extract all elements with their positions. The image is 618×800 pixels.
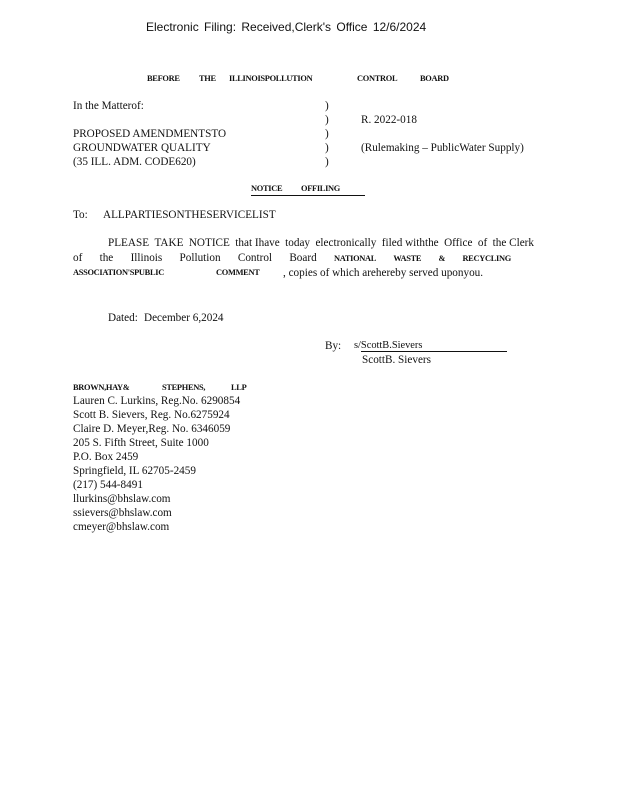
caption-in-matter: In the Matterof: [73, 100, 144, 112]
filing-stamp: Electronic Filing: Received,Clerk's Office 12/6/2024 [146, 20, 427, 34]
to-value: ALLPARTIESONTHESERVICELIST [103, 209, 276, 221]
signature-name: ScottB. Sievers [362, 354, 431, 366]
firm-name-part: BROWN,HAY& [73, 383, 130, 392]
board-title-control: CONTROL [357, 74, 398, 83]
body-comment: COMMENT [216, 268, 260, 277]
body-word: filed withthe [381, 237, 439, 249]
signature-line [361, 351, 507, 352]
body-word: today [285, 237, 311, 249]
dated-label: Dated: [108, 312, 138, 324]
body-word: TAKE [154, 237, 184, 249]
body-line-2 [73, 252, 511, 264]
body-word: Board [289, 252, 317, 264]
notice-title-word-1: NOTICE [251, 184, 283, 193]
body-word: of [73, 252, 83, 264]
caption-paren: ) [325, 142, 329, 154]
board-title-before: BEFORE [147, 74, 180, 83]
body-word: Office [444, 237, 473, 249]
dated-value: December 6,2024 [144, 312, 224, 324]
body-word: the [99, 252, 114, 264]
caption-line-2: GROUNDWATER QUALITY [73, 142, 211, 154]
caption-paren: ) [325, 128, 329, 140]
body-word: that Ihave [235, 237, 280, 249]
body-word: of [477, 237, 488, 249]
body-word: WASTE [393, 254, 422, 263]
counsel-email[interactable]: ssievers@bhslaw.com [73, 507, 172, 519]
body-word: PLEASE [108, 237, 150, 249]
counsel-email[interactable]: cmeyer@bhslaw.com [73, 521, 170, 533]
body-word: the Clerk [492, 237, 534, 249]
signature-by: By: [325, 340, 342, 352]
firm-name-part: LLP [231, 383, 247, 392]
notice-title-underline [251, 195, 365, 196]
board-title-illinois-pollution: ILLINOISPOLLUTION [229, 74, 313, 83]
body-word: Control [237, 252, 273, 264]
board-title-the: THE [199, 74, 216, 83]
caption-paren: ) [325, 156, 329, 168]
notice-title-word-2: OFFILING [301, 184, 341, 193]
docket-number: R. 2022-018 [361, 114, 417, 126]
body-association: ASSOCIATION'SPUBLIC [73, 268, 164, 277]
caption-line-3: (35 ILL. ADM. CODE620) [73, 156, 196, 168]
body-line-1 [108, 237, 534, 249]
body-word: & [438, 254, 446, 263]
counsel-line: Scott B. Sievers, Reg. No.6275924 [73, 409, 230, 421]
counsel-line: Claire D. Meyer,Reg. No. 6346059 [73, 423, 231, 435]
caption-line-1: PROPOSED AMENDMENTSTO [73, 128, 227, 140]
body-word: Pollution [179, 252, 221, 264]
caption-paren: ) [325, 114, 329, 126]
body-word: NATIONAL [333, 254, 377, 263]
counsel-line: Lauren C. Lurkins, Reg.No. 6290854 [73, 395, 241, 407]
firm-name-part: STEPHENS, [162, 383, 206, 392]
rulemaking-type: (Rulemaking – PublicWater Supply) [361, 142, 524, 154]
to-label: To: [73, 209, 88, 221]
body-word: electronically [315, 237, 377, 249]
counsel-line: (217) 544-8491 [73, 479, 143, 491]
counsel-line: Springfield, IL 62705-2459 [73, 465, 196, 477]
caption-paren: ) [325, 100, 329, 112]
signature-signed: s/ScottB.Sievers [354, 340, 423, 351]
counsel-line: 205 S. Fifth Street, Suite 1000 [73, 437, 209, 449]
body-word: RECYCLING [462, 254, 511, 263]
board-title-board: BOARD [420, 74, 449, 83]
counsel-line: P.O. Box 2459 [73, 451, 139, 463]
body-word: NOTICE [188, 237, 230, 249]
body-word: Illinois [130, 252, 163, 264]
counsel-email[interactable]: llurkins@bhslaw.com [73, 493, 171, 505]
body-line-3-rest: , copies of which arehereby served uponyou. [283, 267, 484, 279]
